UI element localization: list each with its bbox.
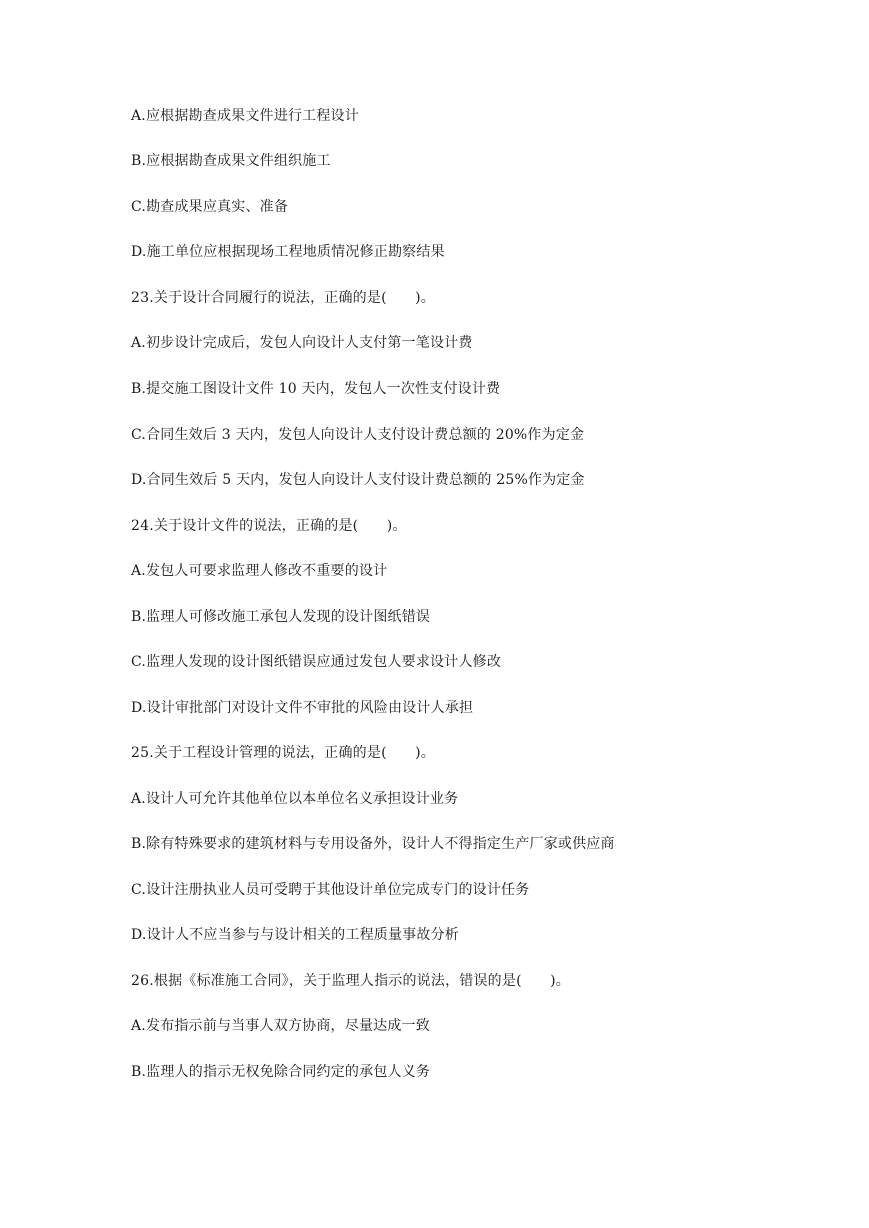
option-line: C.监理人发现的设计图纸错误应通过发包人要求设计人修改 <box>131 654 502 670</box>
option-line: B.提交施工图设计文件 10 天内，发包人一次性支付设计费 <box>131 381 501 397</box>
option-line: B.应根据勘查成果文件组织施工 <box>131 153 331 169</box>
option-line: C.合同生效后 3 天内，发包人向设计人支付设计费总额的 20%作为定金 <box>131 427 585 443</box>
option-line: D.合同生效后 5 天内，发包人向设计人支付设计费总额的 25%作为定金 <box>131 472 585 488</box>
option-line: B.除有特殊要求的建筑材料与专用设备外，设计人不得指定生产厂家或供应商 <box>131 836 615 852</box>
option-line: A.初步设计完成后，发包人向设计人支付第一笔设计费 <box>131 335 473 351</box>
option-line: A.发布指示前与当事人双方协商，尽量达成一致 <box>131 1018 430 1034</box>
option-line: A.发包人可要求监理人修改不重要的设计 <box>131 563 388 579</box>
question-line: 26.根据《标准施工合同》，关于监理人指示的说法，错误的是( )。 <box>131 973 570 989</box>
option-line: D.施工单位应根据现场工程地质情况修正勘察结果 <box>131 244 445 260</box>
option-line: B.监理人可修改施工承包人发现的设计图纸错误 <box>131 609 431 625</box>
option-line: A.应根据勘查成果文件进行工程设计 <box>131 108 359 124</box>
option-line: D.设计审批部门对设计文件不审批的风险由设计人承担 <box>131 700 474 716</box>
option-line: D.设计人不应当参与与设计相关的工程质量事故分析 <box>131 927 459 943</box>
question-line: 25.关于工程设计管理的说法，正确的是( )。 <box>131 745 435 761</box>
option-line: B.监理人的指示无权免除合同约定的承包人义务 <box>131 1064 431 1080</box>
option-line: A.设计人可允许其他单位以本单位名义承担设计业务 <box>131 791 459 807</box>
option-line: C.设计注册执业人员可受聘于其他设计单位完成专门的设计任务 <box>131 882 530 898</box>
question-line: 23.关于设计合同履行的说法，正确的是( )。 <box>131 290 435 306</box>
option-line: C.勘查成果应真实、准备 <box>131 199 289 215</box>
question-line: 24.关于设计文件的说法，正确的是( )。 <box>131 518 407 534</box>
